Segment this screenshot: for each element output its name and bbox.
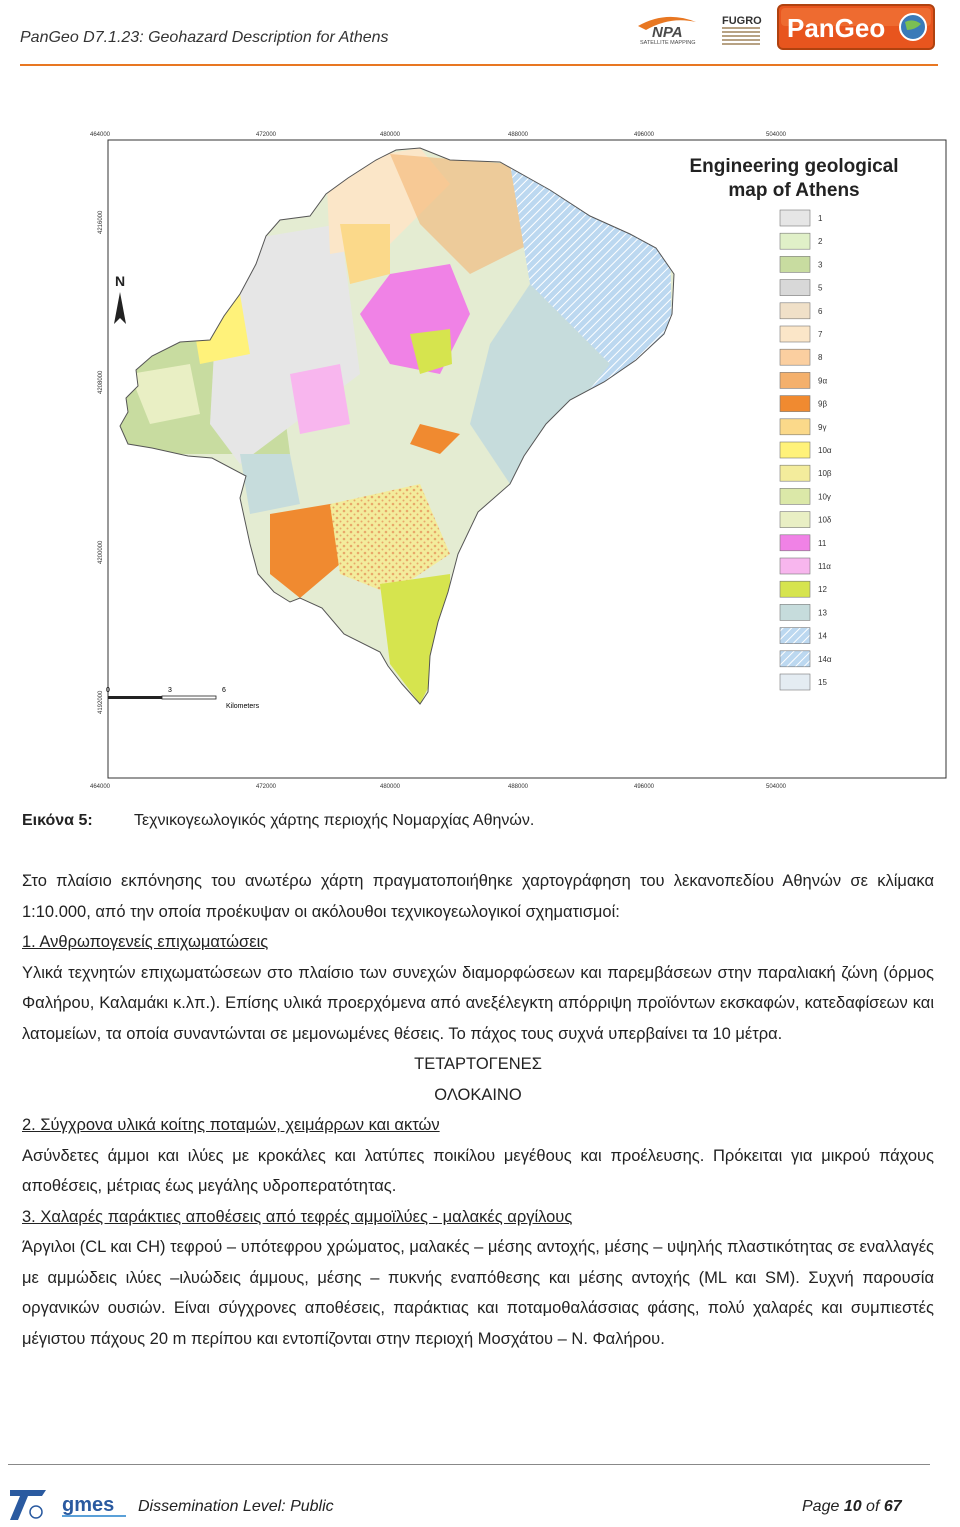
legend-label: 9α [818,376,828,386]
legend-label: 15 [818,678,827,687]
y-tick-left: 4200000 [98,540,104,564]
legend-swatch [780,419,810,435]
y-tick-left: 4192000 [98,690,104,714]
epoch-heading: ΟΛΟΚΑΙΝΟ [434,1085,522,1104]
section-heading-3: 3. Χαλαρές παράκτιες αποθέσεις από τεφρές αμμοϊλύες - μαλακές αργίλους [22,1207,573,1226]
page-total: 67 [883,1498,902,1515]
document-body [22,866,934,1354]
section-paragraph-1: Υλικά τεχνητών επιχωματώσεων στο πλαίσιο των συνεχών διαμορφώσεων και παρεμβάσεων στην παραλιακή ζώνη (όρμος Φαλήρου, Καλαμάκι κ.λπ.). Επίσης υλικά προερχόμενα από ανεξέλεγκτη απόρριψη προϊόντων εκσκαφών, κατεδαφίσεων και λατομείων, τα οποία συναντώνται σε μεμονωμένες θέσεις. Το πάχος τους συχνά υπερβαίνει τα 10 μέτρα. [22,963,934,1043]
legend-label: 6 [818,306,823,316]
x-tick-top: 504000 [765,132,787,138]
x-tick-top: 472000 [255,132,277,138]
npa-logo-subtext: SATELLITE MAPPING [640,40,696,46]
legend-swatch [780,535,810,551]
legend-swatch [780,604,810,620]
legend-swatch [780,465,810,481]
legend-label: 12 [818,585,827,595]
x-tick-bottom: 488000 [507,784,529,790]
legend-label: 10β [818,469,832,479]
section-paragraph-2: Ασύνδετες άμμοι και ιλύες με κροκάλες και λατύπες ποικίλου μεγέθους και προέλευσης. Πρόκειται για μικρού πάχους αποθέσεις, μέτριας έως μεγάλης υδροπερατότητας. [22,1146,934,1195]
legend-swatch [780,558,810,574]
pangeo-logo [777,4,935,50]
legend-label: 14 [818,631,827,641]
scale-tick: 0 [106,687,110,694]
legend-swatch [780,280,810,296]
legend-swatch [780,628,810,644]
legend-label: 10α [818,446,832,455]
scale-tick: 3 [168,687,172,694]
legend-swatch [780,581,810,597]
legend-swatch [780,326,810,342]
npa-logo [636,12,710,46]
legend-swatch [780,349,810,365]
scale-tick: 6 [222,687,226,694]
x-tick-top: 496000 [633,132,655,138]
page-prefix: Page [802,1498,844,1515]
legend-label: 9γ [818,422,827,432]
legend-label: 3 [818,260,823,270]
legend-swatch [780,442,810,458]
dissemination-level: Dissemination Level: Public [138,1498,334,1515]
legend-label: 13 [818,608,827,618]
fp7-logo [6,1486,50,1524]
legend-label: 7 [818,330,823,339]
x-tick-bottom: 496000 [633,784,655,790]
legend-swatch [780,674,810,690]
era-heading: ΤΕΤΑΡΤΟΓΕΝΕΣ [414,1055,542,1073]
legend-label: 5 [818,283,823,293]
legend-label: 11 [818,538,827,548]
legend-swatch [780,303,810,319]
fugro-logo-text: FUGRO [722,15,762,27]
y-tick-left: 4208000 [98,370,104,394]
page-number: 10 [843,1498,862,1515]
section-paragraph-3: Άργιλοι (CL και CH) τεφρού – υπότεφρου χρώματος, μαλακές – μέσης αντοχής, μέσης – υψηλής πλαστικότητας σε εναλλαγές με αμμώδεις ιλύες –ιλυώδεις άμμους, μέσης – πυκνής εναπόθεσης και μέσης αντοχής (ML και SM). Συχνή παρουσία οργανικών ουσιών. Είναι σύγχρονες αποθέσεις, παράκτιας και ποταμοθαλάσσιας φάσης, πολύ χαλαρές και συμπιεστές μέγιστου πάχους 20 m περίπου και εντοπίζονται στην περιοχή Μοσχάτου – Ν. Φαλήρου. [22,1238,934,1348]
gmes-logo-text: gmes [62,1494,115,1516]
x-tick-bottom: 464000 [90,784,111,790]
legend-label: 11α [818,562,831,571]
legend-swatch [780,233,810,249]
map-title-line2: map of Athens [728,180,860,201]
legend-swatch [780,210,810,226]
section-heading-2: 2. Σύγχρονα υλικά κοίτης ποταμών, χειμάρρων και ακτών [22,1116,440,1134]
map-title-line1: Engineering geological [689,156,899,177]
figure-caption-label: Εικόνα 5: [22,812,93,829]
legend-label: 14α [818,654,832,664]
scale-unit: Kilometers [226,703,260,710]
legend-swatch [780,256,810,272]
engineering-geological-map [90,124,950,800]
gmes-logo [58,1489,130,1521]
footer-rule [8,1464,930,1465]
legend-swatch [780,372,810,388]
legend-label: 8 [818,353,823,363]
legend-swatch [780,512,810,528]
legend-label: 9β [818,399,828,409]
legend-label: 2 [818,237,823,247]
legend-swatch [780,488,810,504]
figure-caption-text: Τεχνικογεωλογικός χάρτης περιοχής Νομαρχίας Αθηνών. [134,812,535,829]
x-tick-bottom: 480000 [379,784,401,790]
x-tick-bottom: 472000 [255,784,277,790]
intro-paragraph: Στο πλαίσιο εκπόνησης του ανωτέρω χάρτη πραγματοποιήθηκε χαρτογράφηση του λεκανοπεδίου Αθηνών σε κλίμακα 1:10.000, από την οποία προέκυψαν οι ακόλουθοι τεχνικογεωλογικοί σχηματισμοί: [22,872,934,921]
legend-label: 1 [818,214,823,223]
fugro-logo [718,12,764,46]
y-tick-left: 4216000 [98,210,104,234]
page-indicator [802,1498,902,1516]
legend-label: 10γ [818,492,831,502]
x-tick-top: 480000 [379,132,401,138]
legend-label: 10δ [818,515,832,525]
x-tick-top: 488000 [507,132,529,138]
npa-logo-text: NPA [652,24,683,41]
header-rule [20,64,938,66]
legend-swatch [780,396,810,412]
section-heading-1: 1. Ανθρωπογενείς επιχωματώσεις [22,933,269,951]
north-label: N [114,273,126,289]
x-tick-top: 464000 [90,132,111,138]
document-header-title: PanGeo D7.1.23: Geohazard Description for Athens [20,29,389,46]
x-tick-bottom: 504000 [765,784,787,790]
page-of: of [861,1498,884,1515]
legend-swatch [780,651,810,667]
pangeo-logo-text: PanGeo [787,13,886,43]
